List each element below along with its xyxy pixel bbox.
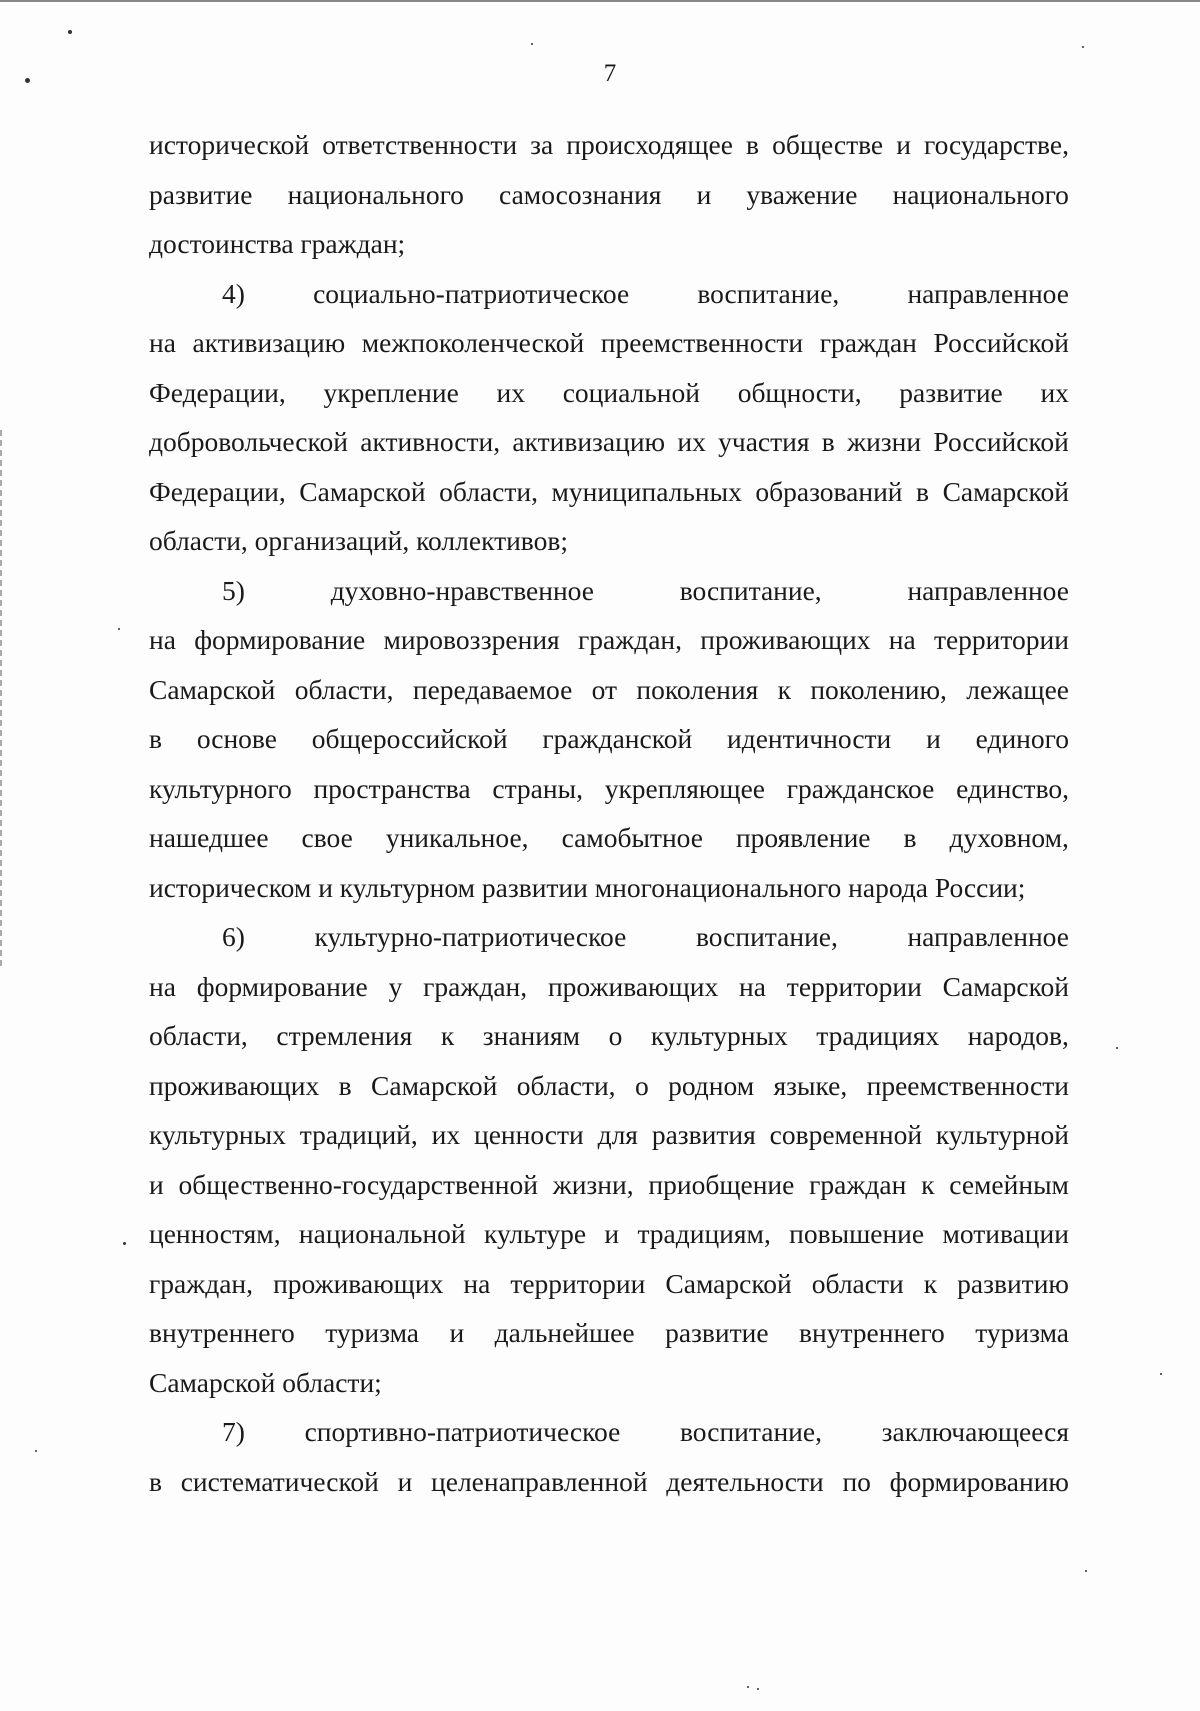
paragraph-p6-line: [149, 1160, 1069, 1210]
word: преемственности: [600, 327, 804, 358]
word: повышение: [789, 1218, 925, 1249]
word: в: [903, 822, 917, 853]
word: ответственности: [322, 129, 518, 160]
word: культурно-патриотическое: [314, 921, 627, 952]
word: культурных: [149, 1119, 286, 1150]
paragraph-p4-line: [149, 269, 1069, 319]
word: культурной: [935, 1119, 1069, 1150]
word: пространства: [313, 772, 471, 804]
word: и: [896, 129, 911, 160]
word: культурных: [650, 1020, 788, 1051]
paragraph-p-cont-line: [149, 120, 1069, 170]
paragraph-p6-line: [149, 1259, 1069, 1309]
scan-speck: [747, 1686, 749, 1688]
word: территории: [786, 970, 922, 1002]
word: и: [696, 178, 712, 210]
paragraph-p4-line: [149, 467, 1069, 517]
paragraph-p7-line: [149, 1407, 1069, 1457]
word: добровольческой: [149, 426, 348, 457]
word: у: [388, 970, 403, 1002]
word: их: [496, 376, 525, 408]
paragraph-p5-line: [149, 714, 1069, 764]
word: Самарской: [665, 1267, 792, 1299]
word: приобщение: [648, 1168, 795, 1200]
word: воспитание,: [697, 277, 840, 309]
scan-speck: [531, 43, 533, 45]
paragraph-p6-line: [149, 1011, 1069, 1061]
word: социально-патриотическое: [313, 277, 630, 309]
word: стремления: [276, 1020, 413, 1051]
scan-speck: [118, 628, 120, 630]
word: дальнейшее: [494, 1317, 635, 1348]
word: проживающих: [149, 1069, 320, 1101]
paragraph-p6-line: [149, 1209, 1069, 1259]
word: по: [842, 1465, 871, 1497]
word: к: [440, 1020, 455, 1051]
word: воспитание,: [695, 921, 838, 952]
word: спортивно-патриотическое: [304, 1416, 621, 1447]
word: активности,: [360, 426, 501, 457]
word: 7): [222, 1416, 245, 1447]
word: традициям,: [637, 1218, 771, 1249]
word: современной: [769, 1119, 923, 1150]
word: национального: [287, 178, 464, 210]
word: и: [604, 1218, 620, 1249]
word: активизацию: [192, 327, 346, 358]
paragraph-p7-line: [149, 1457, 1069, 1507]
paragraph-p6-line: [149, 1308, 1069, 1358]
word: семейным: [949, 1168, 1069, 1200]
word: в: [916, 475, 930, 507]
word: гражданской: [542, 723, 693, 754]
word: систематической: [180, 1465, 379, 1497]
word: граждан: [819, 327, 917, 358]
word: Самарской: [942, 475, 1069, 507]
word: нашедшее: [149, 822, 269, 853]
word: за: [530, 129, 554, 160]
word: в: [149, 723, 162, 754]
word: на: [149, 970, 176, 1002]
word: общности,: [737, 376, 862, 408]
word: лежащее: [966, 673, 1069, 705]
word: и: [926, 723, 941, 754]
word: передаваемое: [412, 673, 573, 705]
word: самобытное: [561, 822, 703, 853]
word: области,: [294, 673, 394, 705]
word: граждан,: [577, 624, 682, 655]
word: их: [431, 1119, 461, 1150]
paragraph-p6-line: [149, 1061, 1069, 1111]
word: свое: [301, 822, 353, 853]
scan-speck: [1085, 1570, 1087, 1572]
word: Самарской: [299, 475, 426, 507]
word: межпоколенческой: [361, 327, 585, 358]
scan-left-edge-artifact: [0, 430, 2, 970]
word: развитию: [957, 1267, 1069, 1299]
word: на: [149, 624, 176, 655]
word: ценности: [473, 1119, 584, 1150]
word: участия: [718, 426, 810, 457]
scan-speck: [68, 30, 72, 34]
word: формирование: [196, 970, 368, 1002]
word: туризма: [325, 1317, 419, 1348]
word: направленное: [907, 277, 1069, 309]
word: на: [149, 327, 176, 358]
paragraph-p5-line: [149, 566, 1069, 616]
word: родном: [668, 1069, 755, 1101]
word: образований: [755, 475, 903, 507]
word: развитие: [149, 178, 253, 210]
word: развитие: [899, 376, 1003, 408]
word: Самарской: [371, 1069, 498, 1101]
word: духовном,: [949, 822, 1069, 853]
scan-speck: [757, 1688, 759, 1690]
word: области,: [439, 475, 538, 507]
paragraph-p6-line: [149, 912, 1069, 962]
word: Федерации,: [149, 475, 286, 507]
word: культурного: [149, 772, 292, 804]
word: ценностям,: [149, 1218, 281, 1249]
word: к: [923, 1267, 938, 1299]
word: воспитание,: [679, 574, 822, 606]
word: проживающих: [700, 624, 871, 655]
word: формирование: [194, 624, 366, 655]
word: области,: [149, 1020, 248, 1051]
word: области: [811, 1267, 904, 1299]
word: и: [149, 1168, 164, 1200]
word: и: [397, 1465, 413, 1497]
word: на: [463, 1267, 491, 1299]
paragraph-p5-line: [149, 764, 1069, 814]
word: жизни,: [552, 1168, 634, 1200]
paragraph-p6-line: Самарской области;: [149, 1366, 382, 1398]
word: гражданское: [786, 772, 935, 804]
word: их: [1040, 376, 1069, 408]
word: Российской: [933, 426, 1069, 457]
word: единство,: [956, 772, 1069, 804]
word: в: [149, 1465, 162, 1497]
word: о: [608, 1020, 623, 1051]
scan-speck: [1116, 1047, 1118, 1049]
paragraph-p4-line: [149, 417, 1069, 467]
word: проявление: [735, 822, 871, 853]
paragraph-p6-line: [149, 1110, 1069, 1160]
paragraph-p4-line: области, организаций, коллективов;: [149, 525, 568, 556]
paragraph-p5-line: [149, 615, 1069, 665]
word: проживающих: [273, 1267, 444, 1299]
word: исторической: [149, 129, 310, 160]
word: граждан,: [423, 970, 528, 1002]
word: народов,: [967, 1020, 1069, 1051]
word: 4): [222, 277, 245, 309]
document-body: [149, 120, 1069, 1506]
page-number: 7: [603, 60, 617, 87]
word: 6): [222, 921, 245, 952]
word: развития: [651, 1119, 756, 1150]
paragraph-p6-line: [149, 962, 1069, 1012]
word: внутреннего: [799, 1317, 945, 1348]
word: для: [597, 1119, 638, 1150]
word: на: [888, 624, 916, 655]
word: области,: [516, 1069, 616, 1101]
scan-speck: [35, 1450, 37, 1452]
word: традиций,: [299, 1119, 418, 1150]
paragraph-p4-line: [149, 368, 1069, 418]
word: граждан: [809, 1168, 907, 1200]
word: Самарской: [149, 673, 276, 705]
word: идентичности: [726, 723, 892, 754]
word: жизни: [847, 426, 922, 457]
paragraph-p4-line: [149, 318, 1069, 368]
paragraph-p5-line: историческом и культурном развитии многонационального народа России;: [149, 871, 1026, 903]
word: духовно-нравственное: [330, 574, 594, 606]
word: языке,: [773, 1069, 848, 1101]
word: Российской: [933, 327, 1069, 358]
paragraph-p5-line: [149, 665, 1069, 715]
word: национального: [892, 178, 1069, 210]
word: мировоззрения: [383, 624, 560, 655]
word: Самарской: [942, 970, 1069, 1002]
word: на: [739, 970, 766, 1002]
word: деятельности: [666, 1465, 824, 1497]
scan-speck: [1082, 46, 1084, 48]
word: самосознания: [499, 178, 662, 210]
paragraph-p-cont-line: [149, 170, 1069, 220]
word: Федерации,: [149, 376, 286, 408]
word: мотивации: [942, 1218, 1069, 1249]
word: государстве,: [923, 129, 1069, 160]
word: обществе: [772, 129, 884, 160]
word: муниципальных: [551, 475, 742, 507]
word: активизацию: [512, 426, 666, 457]
word: воспитание,: [680, 1416, 822, 1447]
word: культуре: [483, 1218, 587, 1249]
word: поколения: [636, 673, 759, 705]
paragraph-p5-line: [149, 813, 1069, 863]
word: единого: [975, 723, 1069, 754]
word: развитие: [665, 1317, 769, 1348]
word: их: [677, 426, 706, 457]
word: укрепляющее: [604, 772, 765, 804]
word: к: [921, 1168, 935, 1200]
word: направленное: [907, 921, 1069, 952]
word: в: [821, 426, 835, 457]
word: заключающееся: [881, 1416, 1069, 1447]
word: поколению,: [810, 673, 947, 705]
word: в: [338, 1069, 352, 1101]
word: национальной: [298, 1218, 466, 1249]
word: традициях: [816, 1020, 940, 1051]
scan-speck: [1160, 1373, 1162, 1375]
word: туризма: [975, 1317, 1069, 1348]
word: граждан,: [149, 1267, 254, 1299]
word: формированию: [889, 1465, 1069, 1497]
word: внутреннего: [149, 1317, 295, 1348]
word: о: [634, 1069, 649, 1101]
word: укрепление: [323, 376, 459, 408]
paragraph-p-cont-line: достоинства граждан;: [149, 228, 406, 259]
word: уникальное,: [385, 822, 529, 853]
word: к: [777, 673, 791, 705]
word: территории: [510, 1267, 646, 1299]
word: от: [591, 673, 618, 705]
word: территории: [933, 624, 1069, 655]
word: уважение: [746, 178, 858, 210]
word: проживающих: [547, 970, 719, 1002]
word: в: [746, 129, 760, 160]
word: общественно-государственной: [178, 1168, 538, 1200]
word: основе: [196, 723, 277, 754]
scan-top-border: [0, 0, 1200, 2]
word: происходящее: [566, 129, 733, 160]
word: страны,: [492, 772, 583, 804]
word: целенаправленной: [431, 1465, 648, 1497]
word: преемственности: [866, 1069, 1069, 1101]
word: знаниям: [482, 1020, 581, 1051]
word: социальной: [562, 376, 700, 408]
word: общероссийской: [311, 723, 508, 754]
word: 5): [222, 574, 245, 606]
scan-speck: [25, 78, 30, 83]
word: направленное: [907, 574, 1069, 606]
scan-speck: [123, 1242, 126, 1245]
word: и: [449, 1317, 465, 1348]
